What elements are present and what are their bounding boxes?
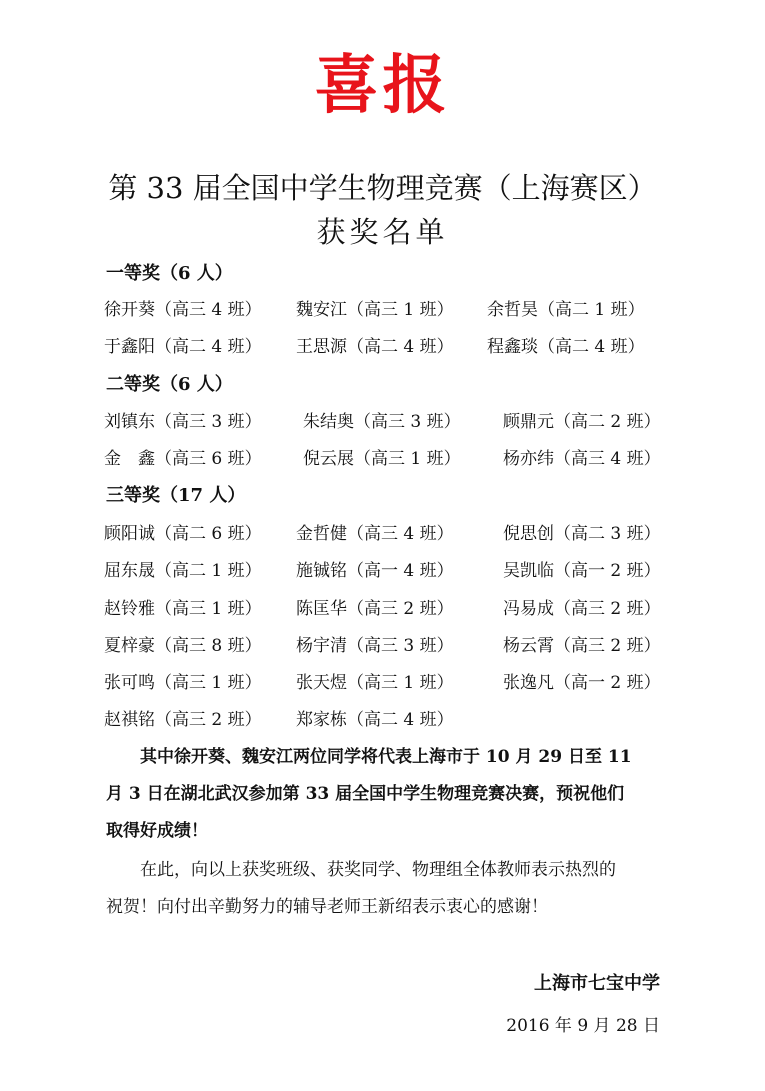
announcement-line: 其中徐开葵、魏安江两位同学将代表上海市于 10 月 29 日至 11 bbox=[140, 747, 632, 767]
congrats-line: 祝贺！向付出辛勤努力的辅导老师王新绍表示衷心的感谢！ bbox=[106, 897, 548, 917]
announcement-paragraph bbox=[106, 739, 664, 850]
winner-entry: 杨云霄（高三 2 班） bbox=[503, 636, 661, 656]
announcement-line: 月 3 日在湖北武汉参加第 33 届全国中学生物理竞赛决赛，预祝他们 bbox=[106, 784, 625, 804]
winner-entry: 魏安江（高三 1 班） bbox=[296, 300, 454, 320]
winner-entry: 朱结奥（高三 3 班） bbox=[303, 412, 461, 432]
third-prize-row bbox=[0, 670, 765, 696]
winner-entry: 于鑫阳（高二 4 班） bbox=[104, 337, 262, 357]
winner-entry: 赵祺铭（高三 2 班） bbox=[104, 710, 262, 730]
announcement-line: 取得好成绩！ bbox=[106, 821, 208, 841]
winner-entry: 张天煜（高三 1 班） bbox=[296, 673, 454, 693]
winner-entry: 顾鼎元（高二 2 班） bbox=[503, 412, 661, 432]
winner-entry: 屈东晟（高二 1 班） bbox=[104, 561, 262, 581]
winner-entry: 吴凯临（高一 2 班） bbox=[503, 561, 661, 581]
winner-entry: 陈匡华（高三 2 班） bbox=[296, 599, 454, 619]
congrats-paragraph bbox=[106, 852, 664, 926]
second-prize-heading: 二等奖（6 人） bbox=[106, 374, 233, 395]
winner-entry: 冯易成（高三 2 班） bbox=[503, 599, 661, 619]
congrats-line: 在此，向以上获奖班级、获奖同学、物理组全体教师表示热烈的 bbox=[140, 860, 616, 880]
winner-entry: 顾阳诚（高二 6 班） bbox=[104, 524, 262, 544]
winner-entry: 倪思创（高二 3 班） bbox=[503, 524, 661, 544]
winner-entry: 施铖铭（高一 4 班） bbox=[296, 561, 454, 581]
second-prize-row bbox=[0, 446, 765, 472]
third-prize-row bbox=[0, 558, 765, 584]
winner-entry: 金哲健（高三 4 班） bbox=[296, 524, 454, 544]
third-prize-row bbox=[0, 707, 765, 733]
winner-entry: 徐开葵（高三 4 班） bbox=[104, 300, 262, 320]
winner-entry: 张逸凡（高一 2 班） bbox=[503, 673, 661, 693]
school-signature: 上海市七宝中学 bbox=[534, 973, 660, 994]
winner-entry: 程鑫琰（高二 4 班） bbox=[487, 337, 645, 357]
third-prize-row bbox=[0, 633, 765, 659]
winner-entry: 刘镇东（高三 3 班） bbox=[104, 412, 262, 432]
second-prize-row bbox=[0, 409, 765, 435]
first-prize-row bbox=[0, 297, 765, 323]
issue-date: 2016 年 9 月 28 日 bbox=[506, 1016, 660, 1036]
winner-entry: 倪云展（高三 1 班） bbox=[303, 449, 461, 469]
third-prize-row bbox=[0, 521, 765, 547]
winner-entry: 张可鸣（高三 1 班） bbox=[104, 673, 262, 693]
competition-title: 第 33 届全国中学生物理竞赛（上海赛区） bbox=[108, 171, 657, 205]
winner-entry: 王思源（高二 4 班） bbox=[296, 337, 454, 357]
list-title: 获奖名单 bbox=[316, 215, 449, 249]
first-prize-row bbox=[0, 334, 765, 360]
winner-entry: 郑家栋（高二 4 班） bbox=[296, 710, 454, 730]
winner-entry: 金 鑫（高三 6 班） bbox=[104, 449, 262, 469]
third-prize-row bbox=[0, 596, 765, 622]
winner-entry: 余哲昊（高二 1 班） bbox=[487, 300, 645, 320]
winner-entry: 杨宇清（高三 3 班） bbox=[296, 636, 454, 656]
banner-title: 喜报 bbox=[314, 48, 451, 123]
winner-entry: 夏梓豪（高三 8 班） bbox=[104, 636, 262, 656]
third-prize-heading: 三等奖（17 人） bbox=[106, 485, 246, 506]
winner-entry: 杨亦纬（高三 4 班） bbox=[503, 449, 661, 469]
winner-entry: 赵铃雅（高三 1 班） bbox=[104, 599, 262, 619]
first-prize-heading: 一等奖（6 人） bbox=[106, 263, 233, 284]
